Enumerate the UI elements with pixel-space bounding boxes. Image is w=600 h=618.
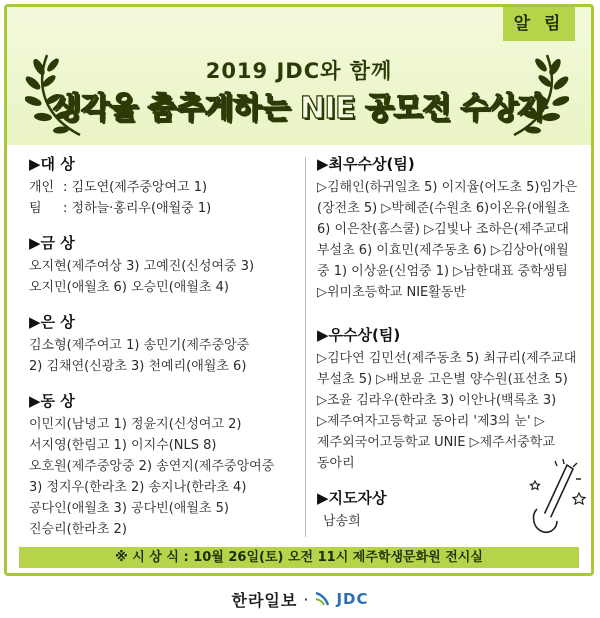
gold-prize-line: 오지민(애월초 6) 오승민(애월초 4) <box>29 280 229 295</box>
silver-prize-title: ▶은 상 <box>29 313 75 331</box>
excellence-line: ▷김해인(하귀일초 5) 이지율(어도초 5)임가은 <box>317 180 578 195</box>
grand-row-value: : 정하늘·홍리우(애월중 1) <box>63 201 212 216</box>
excellence-line: 부설초 6) 이효민(제주동초 6) ▷김상아(애월 <box>317 243 569 258</box>
left-column <box>29 154 297 554</box>
bronze-prize-line: 3) 정지우(한라초 2) 송지나(한라초 4) <box>29 480 247 495</box>
grand-prize-row <box>29 198 297 219</box>
grand-prize-row <box>29 177 297 198</box>
silver-prize-line: 2) 김채연(신광초 3) 천예리(애월초 6) <box>29 359 247 374</box>
gold-prize-line: 오지현(제주여상 3) 고예진(신성여중 3) <box>29 259 255 274</box>
excellence-line: 중 1) 이상윤(신엄중 1) ▷남한대표 중학생팀 <box>317 264 568 279</box>
header-subtitle: 2019 JDC와 함께 <box>205 59 393 83</box>
merit-line: ▷제주여자고등학교 동아리 '제3의 눈' ▷ <box>317 414 545 429</box>
grand-row-key: 팀 <box>29 201 42 216</box>
merit-line: 제주외국어고등학교 UNIE ▷제주서중학교 <box>317 435 555 450</box>
grand-row-value: : 김도연(제주중앙여고 1) <box>63 180 208 195</box>
bronze-prize-line: 서지영(한림고 1) 이지수(NLS 8) <box>29 438 217 453</box>
excellence-title: ▶최우수상(팀) <box>317 155 415 173</box>
merit-title: ▶우수상(팀) <box>317 326 401 344</box>
header-title: 생각을 춤추게하는 NIE 공모전 수상자 <box>52 91 546 126</box>
excellence-section <box>317 154 589 303</box>
bronze-prize-section <box>29 391 297 540</box>
jdc-mark-icon <box>314 591 330 607</box>
column-divider <box>305 157 306 537</box>
hand-pen-icon <box>527 459 587 539</box>
bronze-prize-line: 이민지(남녕고 1) 정윤지(신성여고 2) <box>29 417 242 432</box>
bronze-prize-line: 공다인(애월초 3) 공다빈(애월초 5) <box>29 501 229 516</box>
jdc-logo: JDC <box>336 590 369 608</box>
silver-prize-line: 김소형(제주여고 1) 송민기(제주중앙중 <box>29 338 250 353</box>
bronze-prize-line: 진승리(한라초 2) <box>29 522 127 537</box>
silver-prize-section <box>29 312 297 377</box>
bronze-prize-line: 오호원(제주중앙중 2) 송연지(제주중앙여중 <box>29 459 275 474</box>
excellence-line: 6) 이은찬(홈스쿨) ▷김빛나 조하은(제주교대 <box>317 222 569 237</box>
grand-prize-title: ▶대 상 <box>29 155 75 173</box>
grand-prize-section <box>29 154 297 219</box>
merit-line: ▷조윤 김라우(한라초 3) 이안나(백록초 3) <box>317 393 557 408</box>
sponsor-logos <box>0 584 600 614</box>
merit-section <box>317 325 589 474</box>
merit-line: 부설초 5) ▷배보윤 고은별 양수원(표선초 5) <box>317 372 568 387</box>
merit-line: 동아리 <box>317 456 355 471</box>
logo-separator: · <box>303 589 309 609</box>
grand-row-key: 개인 <box>29 180 55 195</box>
merit-line: ▷김다연 김민선(제주동초 5) 최규리(제주교대 <box>317 351 577 366</box>
excellence-line: (장전초 5) ▷박혜준(수원초 6)이온유(애월초 <box>317 201 570 216</box>
gold-prize-section <box>29 233 297 298</box>
hanra-ilbo-logo: 한라일보 <box>231 590 298 610</box>
notice-tab: 알 림 <box>503 7 575 41</box>
ceremony-banner: ※ 시 상 식 : 10월 26일(토) 오전 11시 제주학생문화원 전시실 <box>19 547 579 568</box>
mentor-name: 남송희 <box>323 514 361 529</box>
poster-frame <box>4 4 594 576</box>
bronze-prize-title: ▶동 상 <box>29 392 75 410</box>
gold-prize-title: ▶금 상 <box>29 234 75 252</box>
mentor-title: ▶지도자상 <box>317 489 387 507</box>
excellence-line: ▷위미초등학교 NIE활동반 <box>317 285 466 300</box>
